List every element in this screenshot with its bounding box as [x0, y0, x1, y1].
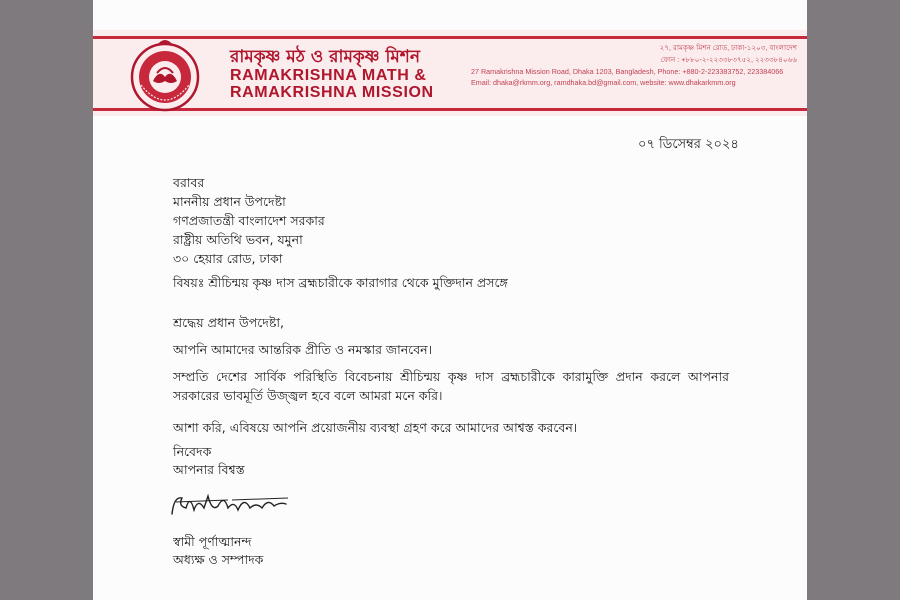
letter-date: ০৭ ডিসেম্বর ২০২৪: [638, 137, 739, 152]
signer-name: স্বামী পূর্ণাত্মানন্দ: [173, 534, 252, 549]
letterhead-address: [471, 42, 797, 89]
letterhead-name-english-line2: RAMAKRISHNA MISSION: [230, 84, 434, 101]
ramakrishna-emblem-icon: [127, 35, 203, 113]
letter-page: [93, 0, 807, 600]
recipient-address: [173, 173, 325, 268]
letterhead-address-line4: Email: dhaka@rkmm.org, ramdhaka.bd@gmail.com, website: www.dhakarkmm.org: [471, 78, 736, 88]
recipient-line: রাষ্ট্রীয় অতিথি ভবন, যমুনা: [173, 232, 303, 247]
body-paragraph: আশা করি, এবিষয়ে আপনি প্রয়োজনীয় ব্যবস্থা গ্রহণ করে আমাদের আশ্বস্ত করবেন।: [173, 420, 578, 435]
signer-title: অধ্যক্ষ ও সম্পাদক: [173, 552, 264, 567]
recipient-line: ৩০ হেয়ার রোড, ঢাকা: [173, 251, 283, 266]
letterhead-name-english: [230, 67, 470, 101]
letterhead-name-bengali: রামকৃষ্ণ মঠ ও রামকৃষ্ণ মিশন: [230, 47, 420, 67]
letterhead-address-line2: ফোন : +৮৮০-২-২২৩৩৮৩৭৫২, ২২৩৩৮৪০৬৬: [660, 54, 797, 64]
letterhead-address-line3: 27 Ramakrishna Mission Road, Dhaka 1203, Bangladesh, Phone: +880-2-223383752, 223384066: [471, 66, 784, 76]
recipient-line: বরাবর: [173, 175, 205, 190]
body-paragraph: সম্প্রতি দেশের সার্বিক পরিস্থিতি বিবেচনায় শ্রীচিন্ময় কৃষ্ণ দাস ব্রহ্মচারীকে কারামুক্তি প্রদান করলে আপনার সরকারের ভাবমূর্তি উজ্জ্বল হবে বলে আমরা মনে করি।: [173, 369, 729, 403]
letter-subject: বিষয়ঃ শ্রীচিন্ময় কৃষ্ণ দাস ব্রহ্মচারীকে কারাগার থেকে মুক্তিদান প্রসঙ্গে: [173, 275, 508, 290]
recipient-line: গণপ্রজাতন্ত্রী বাংলাদেশ সরকার: [173, 213, 325, 228]
letterhead-address-line1: ২৭, রামকৃষ্ণ মিশন রোড, ঢাকা-১২০৩, বাংলাদেশ: [659, 43, 797, 52]
handwritten-signature: [168, 488, 298, 520]
salutation: শ্রদ্ধেয় প্রধান উপদেষ্টা,: [173, 315, 284, 330]
closing: [173, 443, 245, 479]
signer-block: [173, 533, 263, 569]
recipient-line: মাননীয় প্রধান উপদেষ্টা: [173, 194, 286, 209]
closing-line: নিবেদক: [173, 444, 212, 459]
letterhead: [93, 30, 807, 116]
letterhead-name-english-line1: RAMAKRISHNA MATH &: [230, 67, 427, 84]
closing-line: আপনার বিশ্বস্ত: [173, 462, 245, 477]
body-paragraph: আপনি আমাদের আন্তরিক প্রীতি ও নমস্কার জানবেন।: [173, 342, 433, 357]
